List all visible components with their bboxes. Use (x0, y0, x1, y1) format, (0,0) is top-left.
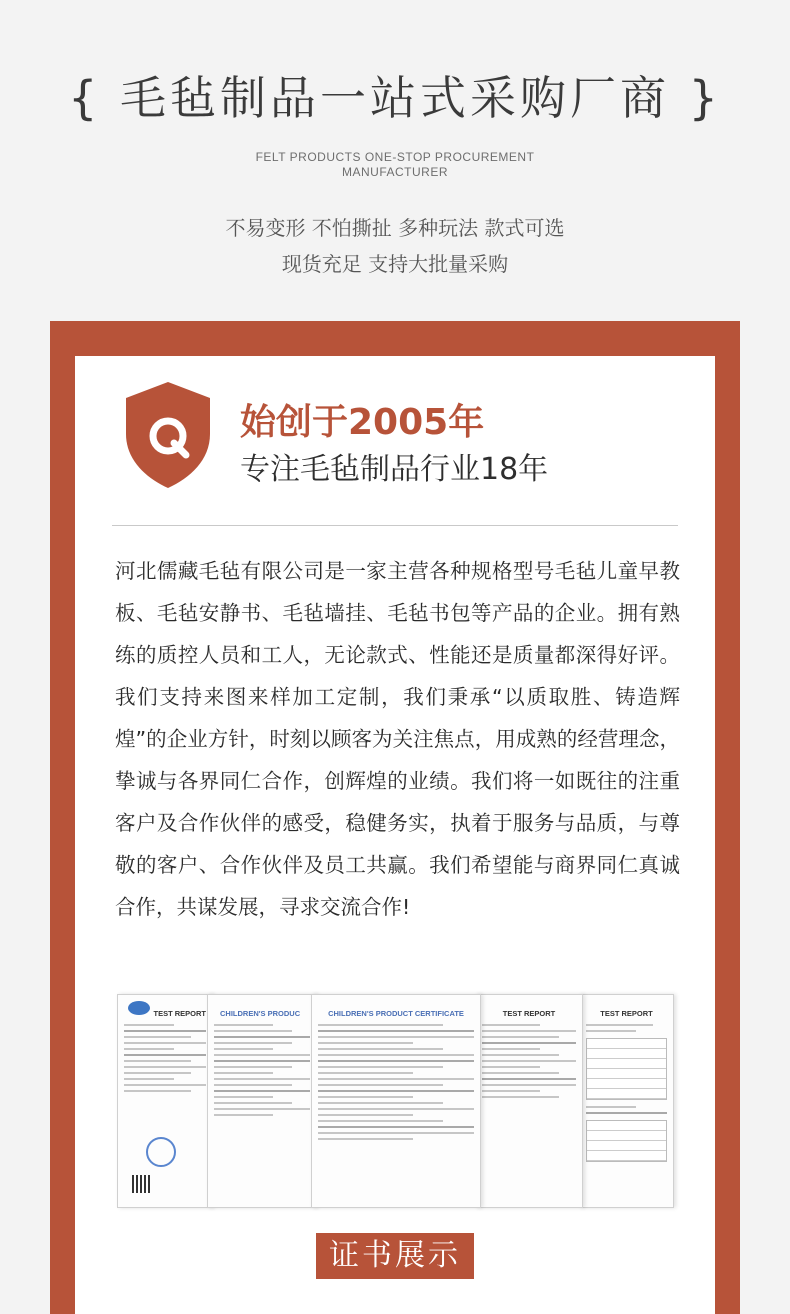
certificate-title: CHILDREN'S PRODUCT CERTIFICATE (328, 1009, 464, 1018)
certificate-gallery (117, 994, 674, 1208)
certificate-image (579, 994, 674, 1208)
certificate-image (311, 994, 481, 1208)
certificate-title: CHILDREN'S PRODUC (220, 1009, 301, 1018)
subtitle-line-2: MANUFACTURER (341, 165, 448, 179)
company-description: 河北儒藏毛毡有限公司是一家主营各种规格型号毛毡儿童早教板、毛毡安静书、毛毡墙挂、毛毡书包等产品的企业。拥有熟练的质控人员和工人，无论款式、性能还是质量都深得好评。我们支持来图来样加工定制，我们秉承“以质取胜、铸造辉煌”的企业方针，时刻以顾客为关注焦点，用成熟的经营理念，挚诚与各界同仁合作，创辉煌的业绩。我们将一如既往的注重客户及合作伙伴的感受，稳健务实，执着于服务与品质，与尊敬的客户、合作伙伴及员工共赢。我们希望能与商界同仁真诚合作，共谋发展，寻求交流合作! (115, 559, 680, 919)
founded-year-heading: 始创于2005年 (240, 402, 485, 443)
certificate-title: TEST REPORT (153, 1009, 206, 1018)
certificate-image (475, 994, 583, 1208)
certificate-title: TEST REPORT (502, 1009, 556, 1018)
shield-q-icon (124, 380, 212, 490)
page-title: { 毛毡制品一站式采购厂商 } (68, 71, 722, 125)
certificate-image (207, 994, 317, 1208)
qr-code-icon (132, 1175, 150, 1193)
tagline-features: 不易变形 不怕撕扯 多种玩法 款式可选 (225, 216, 565, 240)
certificate-title: TEST REPORT (600, 1009, 653, 1018)
divider (112, 525, 678, 526)
subtitle-line-1: FELT PRODUCTS ONE-STOP PROCUREMENT (255, 150, 535, 164)
industry-years-heading: 专注毛毡制品行业18年 (240, 452, 549, 487)
tagline-stock: 现货充足 支持大批量采购 (281, 252, 509, 276)
lab-logo-icon (128, 1001, 150, 1015)
certificate-image (117, 994, 213, 1208)
page-subtitle (0, 150, 790, 180)
seal-stamp-icon (146, 1137, 176, 1167)
certificate-showcase-button[interactable]: 证书展示 (316, 1233, 474, 1279)
